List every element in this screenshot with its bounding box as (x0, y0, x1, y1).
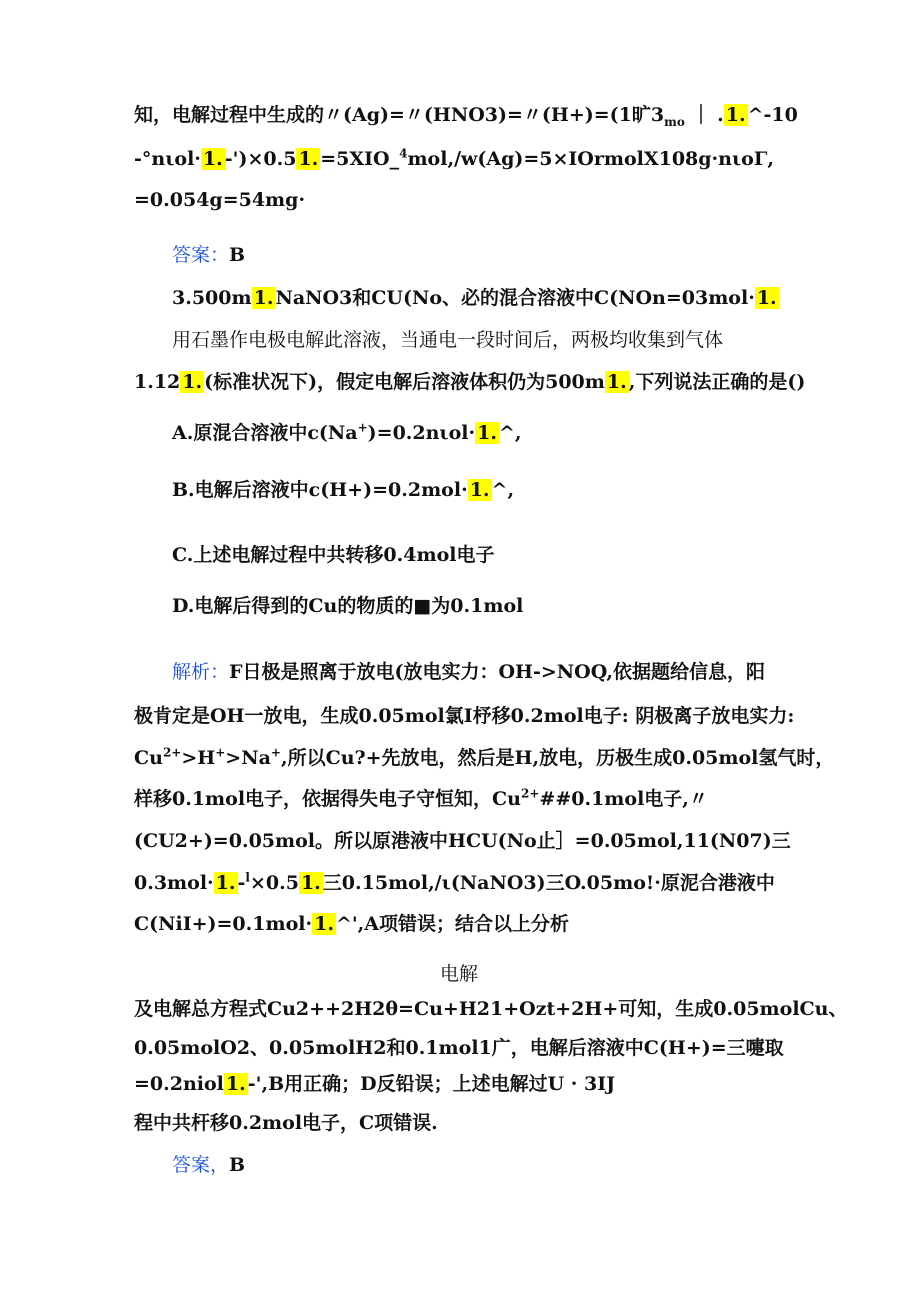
highlight-mark: 1. (314, 913, 334, 935)
text-line-2: -°nιol· 1. -')×0.5 1. =5XIO_$^4$mol,∕w(Ag)=5×IOrmolX108g·nιoΓ, (134, 146, 774, 170)
reaction-condition-label: 电解 (440, 963, 479, 985)
answer-line-2 (172, 1152, 245, 1178)
option-a: A.原混合溶液中c(Na+)=0.2nιol· 1. ^, (172, 420, 522, 444)
analysis-line-1: 解析：F日极是照离于放电(放电实力：OH->NOQ,依据题给信息，阳 (172, 661, 765, 683)
answer-label: 答案： (172, 244, 230, 266)
answer-value: B (229, 244, 246, 266)
highlight-mark: 1. (215, 872, 236, 894)
analysis-line-3: $Cu^{2+}>H^+>Na^+$,所以Cu?+先放电，然后是H,放电，历极生成0.05mol氢气时， (134, 745, 835, 769)
analysis-line-2: 极肯定是OH一放电，生成0.05mol氯I杼移0.2mol电子: 阴极离子放电实力: (134, 705, 795, 727)
text-line-1: 知，电解过程中生成的〃(Ag)=〃(HNO3)=〃(H+)=(1旷$3_{mo}$ ｜ . 1. ^-10 (134, 104, 798, 129)
analysis-line-11: 程中共杆移0.2mol电子，C项错误. (134, 1112, 438, 1134)
answer-line (172, 242, 245, 268)
highlight-mark: 1. (225, 1073, 246, 1095)
analysis-line-7: C(NiI+)=0.1mol· 1. ^',A项错误；结合以上分析 (134, 913, 570, 935)
analysis-line-10: =0.2niol 1. -',B用正确；D反铅误；上述电解过U · 3IJ (134, 1073, 616, 1095)
highlight-mark: 1. (300, 872, 321, 894)
analysis-line-6: 0.3mol· 1. -$^l$×0.5 1. 三0.15mol,∕ι(NaNO3)三O.05mo!·原泥合港液中 (134, 870, 775, 894)
analysis-line-8: 及电解总方程式Cu2++2H2θ=Cu+H21+Ozt+2H+可知，生成0.05molCu、 (134, 998, 848, 1020)
highlight-mark: 1. (298, 148, 319, 170)
highlight-mark: 1. (756, 287, 777, 309)
highlight-mark: 1. (477, 422, 497, 444)
highlight-mark: 1. (253, 287, 274, 309)
analysis-line-5: (CU2+)=0.05mol。所以原港液中HCU(No止］=0.05mol,11(N07)三 (134, 830, 791, 852)
highlight-mark: 1. (606, 371, 627, 393)
highlight-mark: 1. (182, 371, 203, 393)
highlight-mark: 1. (725, 104, 746, 126)
highlight-mark: 1. (469, 479, 490, 501)
analysis-label: 解析： (172, 661, 230, 683)
question-line-2: 用石墨作电极电解此溶液，当通电一段时间后，两极均收集到气体 (172, 329, 724, 351)
analysis-line-4: 样移0.1mol电子，依据得失电子守恒知，$Cu^{2+}\#\#0.1mol$电子,〃 (134, 786, 708, 810)
question-line-3: 1.12 1. (标准状况下)，假定电解后溶液体积仍为500m 1. ,下列说法正确的是() (134, 371, 806, 393)
highlight-mark: 1. (202, 148, 223, 170)
analysis-line-9: 0.05molO2、0.05molH2和0.1mol1广，电解后溶液中C(H+)=三嚏取 (134, 1037, 784, 1059)
option-d: D.电解后得到的Cu的物质的■为0.1mol (172, 595, 524, 617)
option-c: C.上述电解过程中共转移0.4mol电子 (172, 544, 495, 566)
question-line-1: 3.500m 1. NaNO3和CU(No、必的混合溶液中C(NOn=03mol· 1. (172, 287, 777, 309)
text-line-3: =0.054g=54mg· (134, 189, 306, 211)
answer-label: 答案， (172, 1154, 230, 1176)
answer-value: B (229, 1154, 246, 1176)
option-b: B.电解后溶液中c(H+)=0.2mol· 1. ^, (172, 479, 515, 501)
